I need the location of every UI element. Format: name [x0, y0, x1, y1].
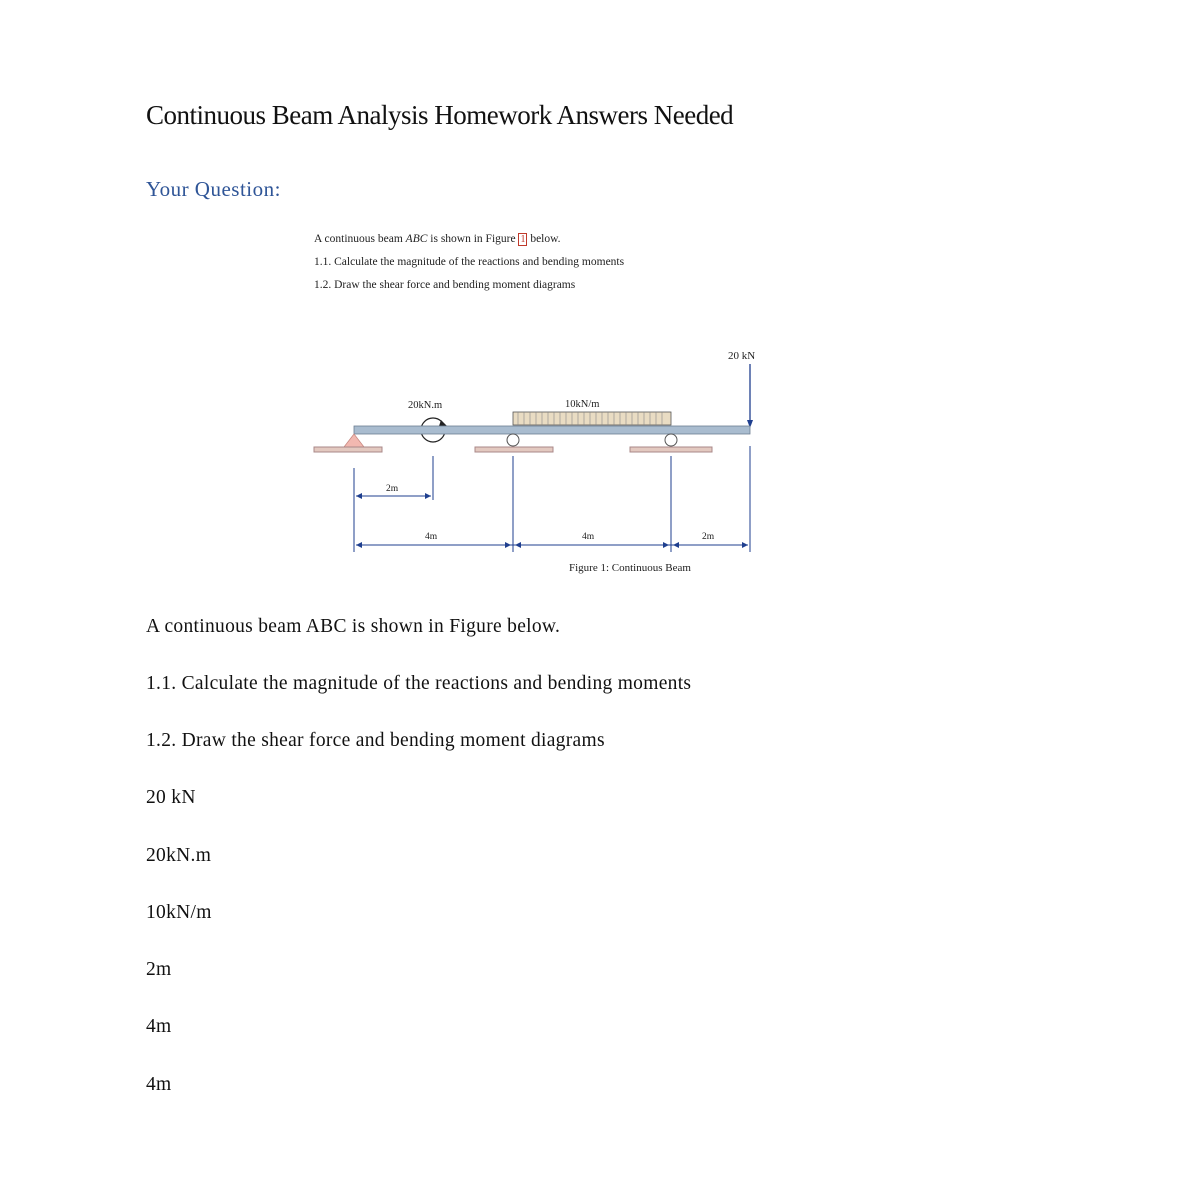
extracted-label-udl: 10kN/m — [146, 902, 212, 923]
your-question-label: Your Question: — [146, 177, 281, 201]
figure-line-2: 1.1. Calculate the magnitude of the reactions and bending moments — [314, 256, 625, 268]
dimension-extension-lines — [354, 446, 750, 552]
support-c-roller — [665, 434, 677, 446]
extracted-label-4m-a: 4m — [146, 1016, 172, 1037]
question-paragraph-1: A continuous beam ABC is shown in Figure below. — [146, 616, 561, 637]
dim-arrow — [505, 542, 511, 548]
point-load-label: 20 kN — [728, 350, 756, 362]
dim-label-4m-bc: 4m — [582, 532, 595, 542]
dim-arrow — [356, 493, 362, 499]
dim-label-2m-upper: 2m — [386, 484, 399, 494]
support-b-ground — [475, 447, 553, 452]
extracted-label-2m: 2m — [146, 959, 172, 980]
extracted-label-moment: 20kN.m — [146, 845, 212, 866]
udl-label: 10kN/m — [565, 399, 600, 410]
page-title: Continuous Beam Analysis Homework Answers Needed — [146, 100, 734, 130]
figure-line-1: A continuous beam ABC is shown in Figure 1 below. — [314, 233, 561, 245]
extracted-label-point-load: 20 kN — [146, 787, 196, 808]
support-b-roller — [507, 434, 519, 446]
dim-arrow — [673, 542, 679, 548]
question-paragraph-2: 1.1. Calculate the magnitude of the reactions and bending moments — [146, 673, 692, 694]
dim-arrow — [515, 542, 521, 548]
dim-arrow — [742, 542, 748, 548]
beam-diagram — [300, 228, 820, 588]
question-paragraph-3: 1.2. Draw the shear force and bending moment diagrams — [146, 730, 605, 751]
support-a-pin — [344, 434, 364, 447]
dim-arrow — [425, 493, 431, 499]
figure-reference[interactable]: 1 — [520, 234, 526, 245]
moment-label: 20kN.m — [408, 400, 443, 411]
beam — [354, 426, 750, 434]
dim-arrow — [663, 542, 669, 548]
extracted-label-4m-b: 4m — [146, 1074, 172, 1095]
support-a-ground — [314, 447, 382, 452]
dim-label-2m-overhang: 2m — [702, 532, 715, 542]
dim-label-4m-ab: 4m — [425, 532, 438, 542]
figure-caption: Figure 1: Continuous Beam — [569, 562, 691, 574]
beam-name: ABC — [405, 233, 428, 245]
udl-block — [513, 412, 671, 425]
support-c-ground — [630, 447, 712, 452]
figure-line-3: 1.2. Draw the shear force and bending moment diagrams — [314, 279, 576, 291]
question-figure — [300, 228, 820, 588]
dim-arrow — [356, 542, 362, 548]
